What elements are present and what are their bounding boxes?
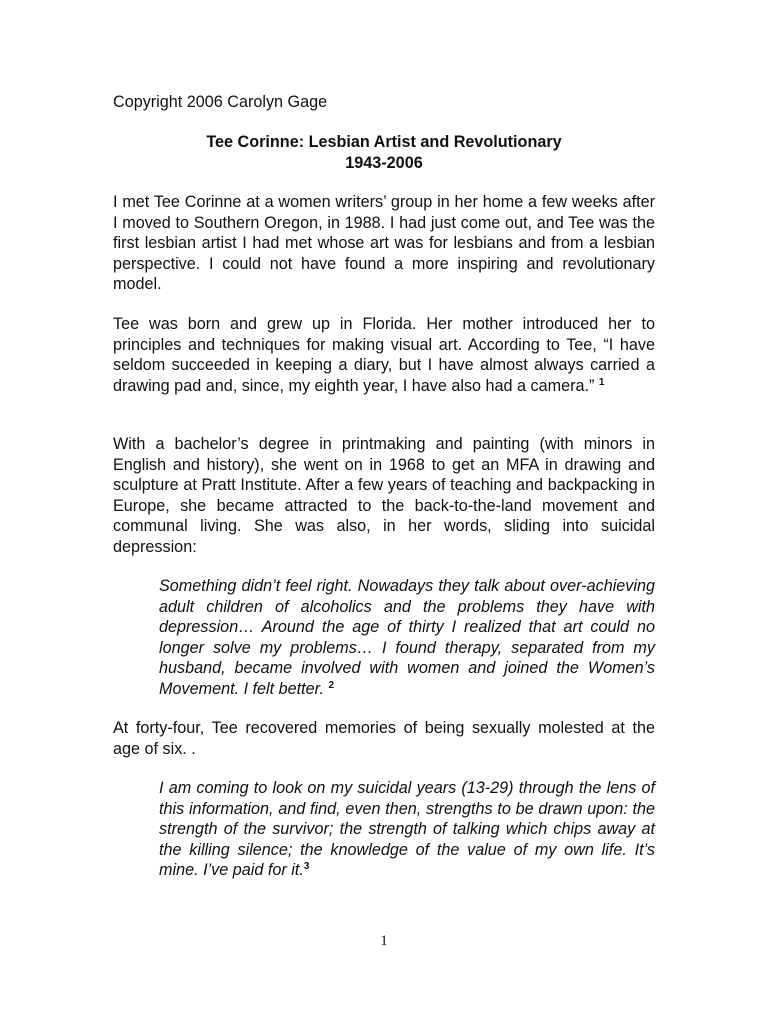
- paragraph-early-life-text: Tee was born and grew up in Florida. Her mother introduced her to principles and techniques for making visual art. According to Tee, “I have seldom succeeded in keeping a diary, but I have almost always carried a drawing pad and, since, my eighth year, I have also had a camera.”: [113, 315, 655, 395]
- document-title: Tee Corinne: Lesbian Artist and Revolutionary: [206, 133, 562, 151]
- footnote-ref-3: 3: [303, 861, 310, 872]
- footnote-ref-2: 2: [328, 679, 335, 691]
- paragraph-memories-text: At forty-four, Tee recovered memories of being sexually molested at the age of six. .: [113, 719, 655, 758]
- paragraph-memories: [113, 718, 655, 759]
- block-quote-depression: [159, 576, 655, 699]
- footnote-ref-1: 1: [598, 376, 605, 388]
- block-quote-survivor-text: I am coming to look on my suicidal years (13-29) through the lens of this information, and find, even then, strengths to be drawn upon: the strength of the survivor; the strength of talking which chips away at the killing silence; the knowledge of the value of my own life. It’s mine. I’ve paid for it.: [159, 779, 655, 879]
- copyright-line: Copyright 2006 Carolyn Gage: [113, 93, 328, 111]
- block-quote-survivor: [159, 778, 655, 881]
- paragraph-education-text: With a bachelor’s degree in printmaking and painting (with minors in English and history), she went on in 1968 to get an MFA in drawing and sculpture at Pratt Institute. After a few years of teaching and backpacking in Europe, she became attracted to the back-to-the-land movement and communal living. She was also, in her words, sliding into suicidal depression:: [113, 435, 655, 556]
- paragraph-early-life: [113, 314, 655, 396]
- paragraph-intro-text: I met Tee Corinne at a women writers’ group in her home a few weeks after I moved to Southern Oregon, in 1988. I had just come out, and Tee was the first lesbian artist I had met whose art was for lesbians and from a lesbian perspective. I could not have found a more inspiring and revolutionary model.: [113, 193, 655, 293]
- paragraph-intro: [113, 192, 655, 295]
- paragraph-education: [113, 434, 655, 557]
- block-quote-depression-text: Something didn’t feel right. Nowadays they talk about over-achieving adult children of alcoholics and the problems they have with depression… Around the age of thirty I realized that art could no longer solve my problems… I found therapy, separated from my husband, became involved with women and joined the Women’s Movement. I felt better.: [159, 577, 655, 698]
- title-block: [113, 132, 655, 173]
- life-dates: 1943-2006: [345, 153, 423, 172]
- page-number: 1: [380, 933, 388, 949]
